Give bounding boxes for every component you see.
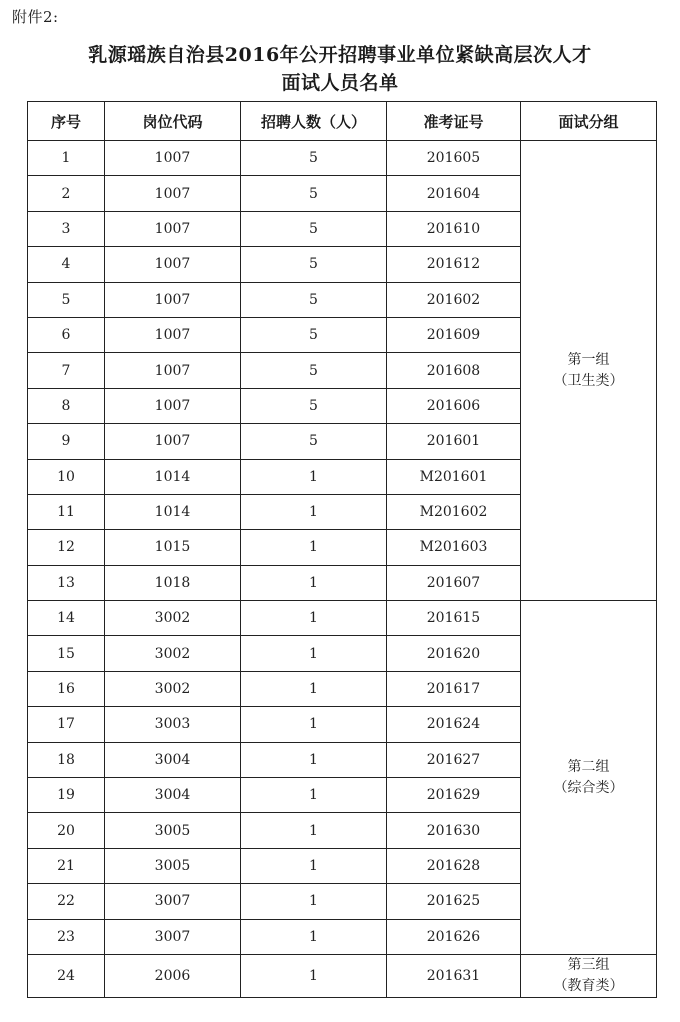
cell-exam-ticket-number: 201612: [387, 247, 521, 282]
cell-hiring-count: 5: [241, 141, 387, 176]
cell-position-code: 1007: [105, 424, 241, 459]
cell-serial-number: 5: [28, 282, 105, 317]
cell-exam-ticket-number: 201626: [387, 919, 521, 954]
group-category: （卫生类）: [553, 372, 624, 389]
cell-exam-ticket-number: 201627: [387, 742, 521, 777]
cell-hiring-count: 5: [241, 176, 387, 211]
cell-serial-number: 2: [28, 176, 105, 211]
header-serial-number: 序号: [28, 102, 105, 141]
table-body: [28, 141, 657, 998]
cell-hiring-count: 1: [241, 954, 387, 997]
cell-position-code: 1007: [105, 388, 241, 423]
cell-serial-number: 16: [28, 671, 105, 706]
cell-exam-ticket-number: M201602: [387, 494, 521, 529]
cell-exam-ticket-number: 201615: [387, 601, 521, 636]
cell-serial-number: 3: [28, 211, 105, 246]
cell-serial-number: 7: [28, 353, 105, 388]
cell-exam-ticket-number: 201617: [387, 671, 521, 706]
cell-position-code: 1007: [105, 176, 241, 211]
cell-exam-ticket-number: 201606: [387, 388, 521, 423]
cell-hiring-count: 1: [241, 636, 387, 671]
cell-serial-number: 24: [28, 954, 105, 997]
cell-position-code: 3002: [105, 671, 241, 706]
header-position-code: 岗位代码: [105, 102, 241, 141]
cell-exam-ticket-number: 201607: [387, 565, 521, 600]
cell-position-code: 1007: [105, 282, 241, 317]
cell-serial-number: 9: [28, 424, 105, 459]
cell-position-code: 3004: [105, 742, 241, 777]
cell-hiring-count: 1: [241, 813, 387, 848]
cell-position-code: 3007: [105, 919, 241, 954]
cell-hiring-count: 1: [241, 530, 387, 565]
group-name: 第二组: [567, 758, 610, 775]
cell-hiring-count: 1: [241, 565, 387, 600]
cell-exam-ticket-number: 201625: [387, 884, 521, 919]
cell-exam-ticket-number: 201629: [387, 778, 521, 813]
cell-hiring-count: 1: [241, 494, 387, 529]
attachment-label: 附件2:: [12, 8, 59, 26]
cell-position-code: 2006: [105, 954, 241, 997]
table-row: [28, 601, 657, 636]
cell-exam-ticket-number: M201603: [387, 530, 521, 565]
cell-hiring-count: 5: [241, 424, 387, 459]
cell-interview-group: [521, 141, 657, 601]
cell-hiring-count: 5: [241, 388, 387, 423]
cell-position-code: 1014: [105, 494, 241, 529]
cell-exam-ticket-number: 201602: [387, 282, 521, 317]
cell-hiring-count: 1: [241, 778, 387, 813]
cell-serial-number: 20: [28, 813, 105, 848]
cell-position-code: 3005: [105, 813, 241, 848]
interview-roster-table: [27, 101, 657, 998]
cell-position-code: 1015: [105, 530, 241, 565]
cell-position-code: 1007: [105, 247, 241, 282]
table-row: [28, 954, 657, 997]
cell-serial-number: 4: [28, 247, 105, 282]
cell-exam-ticket-number: 201631: [387, 954, 521, 997]
cell-exam-ticket-number: 201608: [387, 353, 521, 388]
cell-exam-ticket-number: 201610: [387, 211, 521, 246]
cell-hiring-count: 5: [241, 211, 387, 246]
cell-hiring-count: 5: [241, 353, 387, 388]
cell-exam-ticket-number: 201604: [387, 176, 521, 211]
cell-exam-ticket-number: 201609: [387, 317, 521, 352]
cell-exam-ticket-number: M201601: [387, 459, 521, 494]
cell-serial-number: 22: [28, 884, 105, 919]
cell-position-code: 3007: [105, 884, 241, 919]
cell-position-code: 1007: [105, 141, 241, 176]
cell-hiring-count: 5: [241, 282, 387, 317]
cell-exam-ticket-number: 201628: [387, 848, 521, 883]
group-category: （综合类）: [553, 779, 624, 796]
cell-hiring-count: 1: [241, 884, 387, 919]
cell-hiring-count: 1: [241, 671, 387, 706]
cell-position-code: 1014: [105, 459, 241, 494]
cell-serial-number: 11: [28, 494, 105, 529]
group-name: 第三组: [567, 956, 610, 973]
cell-hiring-count: 1: [241, 919, 387, 954]
cell-exam-ticket-number: 201620: [387, 636, 521, 671]
table-header-row: [28, 102, 657, 141]
cell-serial-number: 14: [28, 601, 105, 636]
cell-position-code: 1018: [105, 565, 241, 600]
document-title: 乳源瑶族自治县2016年公开招聘事业单位紧缺高层次人才: [88, 44, 592, 66]
table-row: [28, 141, 657, 176]
document-subtitle: 面试人员名单: [281, 72, 399, 94]
cell-serial-number: 1: [28, 141, 105, 176]
cell-serial-number: 10: [28, 459, 105, 494]
cell-hiring-count: 5: [241, 317, 387, 352]
cell-serial-number: 23: [28, 919, 105, 954]
cell-serial-number: 8: [28, 388, 105, 423]
cell-position-code: 3003: [105, 707, 241, 742]
cell-serial-number: 19: [28, 778, 105, 813]
header-interview-group: 面试分组: [521, 102, 657, 141]
cell-position-code: 1007: [105, 353, 241, 388]
cell-position-code: 3002: [105, 636, 241, 671]
cell-hiring-count: 5: [241, 247, 387, 282]
cell-position-code: 1007: [105, 211, 241, 246]
cell-serial-number: 15: [28, 636, 105, 671]
cell-exam-ticket-number: 201601: [387, 424, 521, 459]
cell-hiring-count: 1: [241, 601, 387, 636]
cell-exam-ticket-number: 201630: [387, 813, 521, 848]
cell-position-code: 3002: [105, 601, 241, 636]
header-exam-ticket-number: 准考证号: [387, 102, 521, 141]
cell-exam-ticket-number: 201605: [387, 141, 521, 176]
cell-hiring-count: 1: [241, 848, 387, 883]
group-category: （教育类）: [553, 977, 624, 994]
cell-interview-group: [521, 954, 657, 997]
cell-serial-number: 12: [28, 530, 105, 565]
header-hiring-count: 招聘人数（人）: [241, 102, 387, 141]
cell-serial-number: 18: [28, 742, 105, 777]
cell-serial-number: 17: [28, 707, 105, 742]
cell-interview-group: [521, 601, 657, 955]
cell-hiring-count: 1: [241, 742, 387, 777]
cell-position-code: 3004: [105, 778, 241, 813]
cell-position-code: 3005: [105, 848, 241, 883]
cell-serial-number: 13: [28, 565, 105, 600]
cell-hiring-count: 1: [241, 459, 387, 494]
cell-serial-number: 6: [28, 317, 105, 352]
cell-exam-ticket-number: 201624: [387, 707, 521, 742]
group-name: 第一组: [567, 351, 610, 368]
cell-position-code: 1007: [105, 317, 241, 352]
cell-serial-number: 21: [28, 848, 105, 883]
cell-hiring-count: 1: [241, 707, 387, 742]
